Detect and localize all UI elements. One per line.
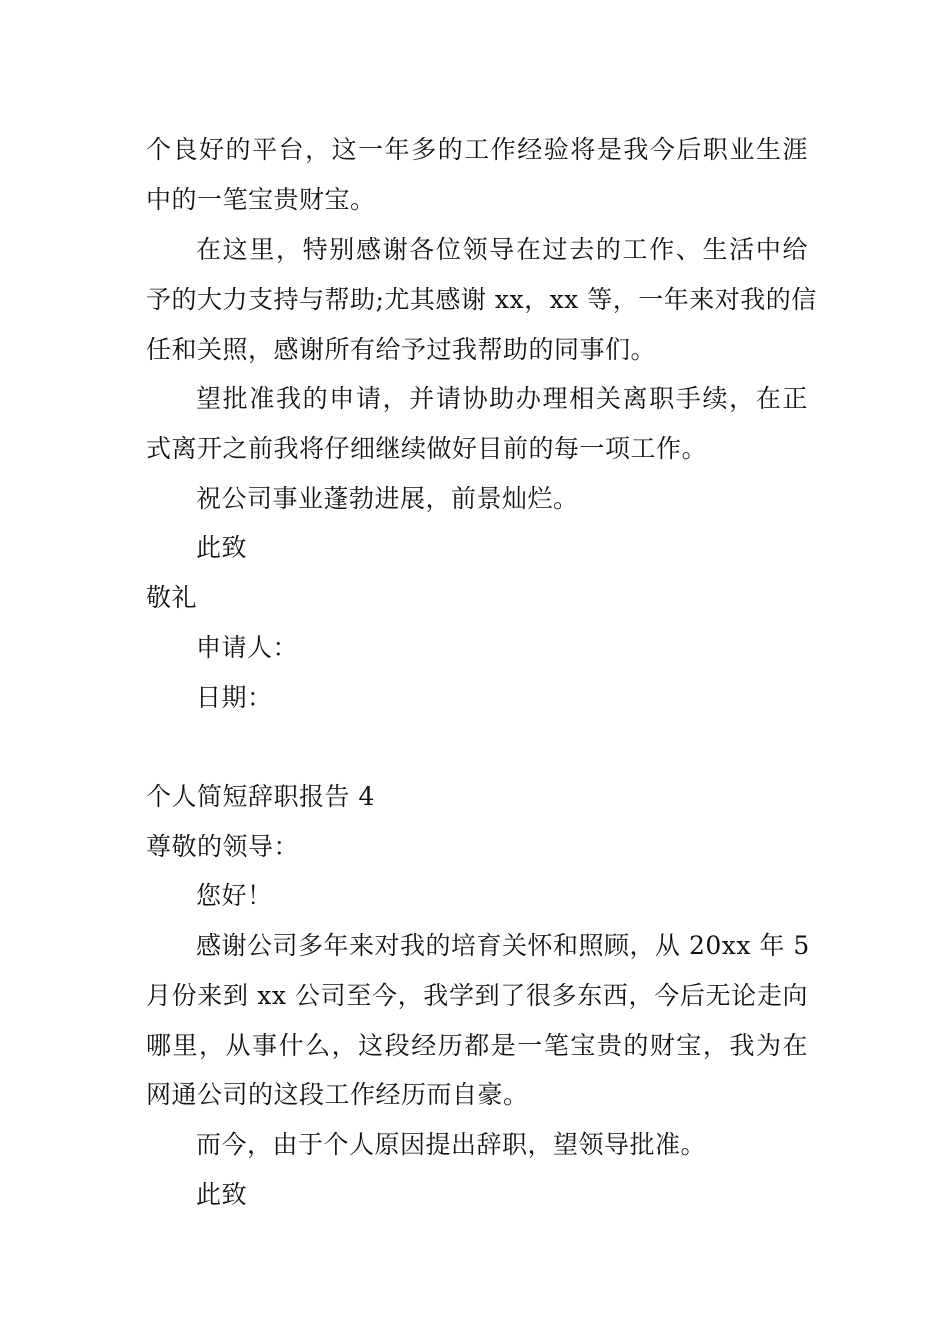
applicant-label: 申请人： [196, 633, 299, 662]
closing-cizhi: 此致 [196, 533, 248, 562]
paragraph-line: 感谢公司多年来对我的培育关怀和照顾，从 20xx 年 5 [196, 931, 810, 960]
paragraph-line: 在这里，特别感谢各位领导在过去的工作、生活中给 [196, 235, 808, 264]
paragraph-line: 予的大力支持与帮助;尤其感谢 xx，xx 等，一年来对我的信 [146, 285, 817, 314]
paragraph-line: 哪里，从事什么，这段经历都是一笔宝贵的财宝，我为在 [146, 1031, 808, 1060]
paragraph-line: 中的一笔宝贵财宝。 [146, 185, 376, 214]
paragraph-line: 祝公司事业蓬勃进展，前景灿烂。 [196, 484, 579, 513]
date-label: 日期： [196, 683, 273, 712]
section-title: 个人简短辞职报告 4 [146, 782, 375, 811]
paragraph-line: 而今，由于个人原因提出辞职，望领导批准。 [196, 1130, 707, 1159]
greeting: 您好！ [196, 881, 273, 910]
paragraph-line: 式离开之前我将仔细继续做好目前的每一项工作。 [146, 434, 708, 463]
paragraph-line: 望批准我的申请，并请协助办理相关离职手续，在正 [196, 384, 808, 413]
closing-cizhi: 此致 [196, 1180, 248, 1209]
paragraph-line: 网通公司的这段工作经历而自豪。 [146, 1080, 529, 1109]
salutation: 尊敬的领导： [146, 832, 300, 861]
closing-jingli: 敬礼 [146, 583, 198, 612]
paragraph-line: 月份来到 xx 公司至今，我学到了很多东西，今后无论走向 [146, 981, 808, 1010]
paragraph-line: 个良好的平台，这一年多的工作经验将是我今后职业生涯 [146, 135, 808, 164]
paragraph-line: 任和关照，感谢所有给予过我帮助的同事们。 [146, 335, 657, 364]
